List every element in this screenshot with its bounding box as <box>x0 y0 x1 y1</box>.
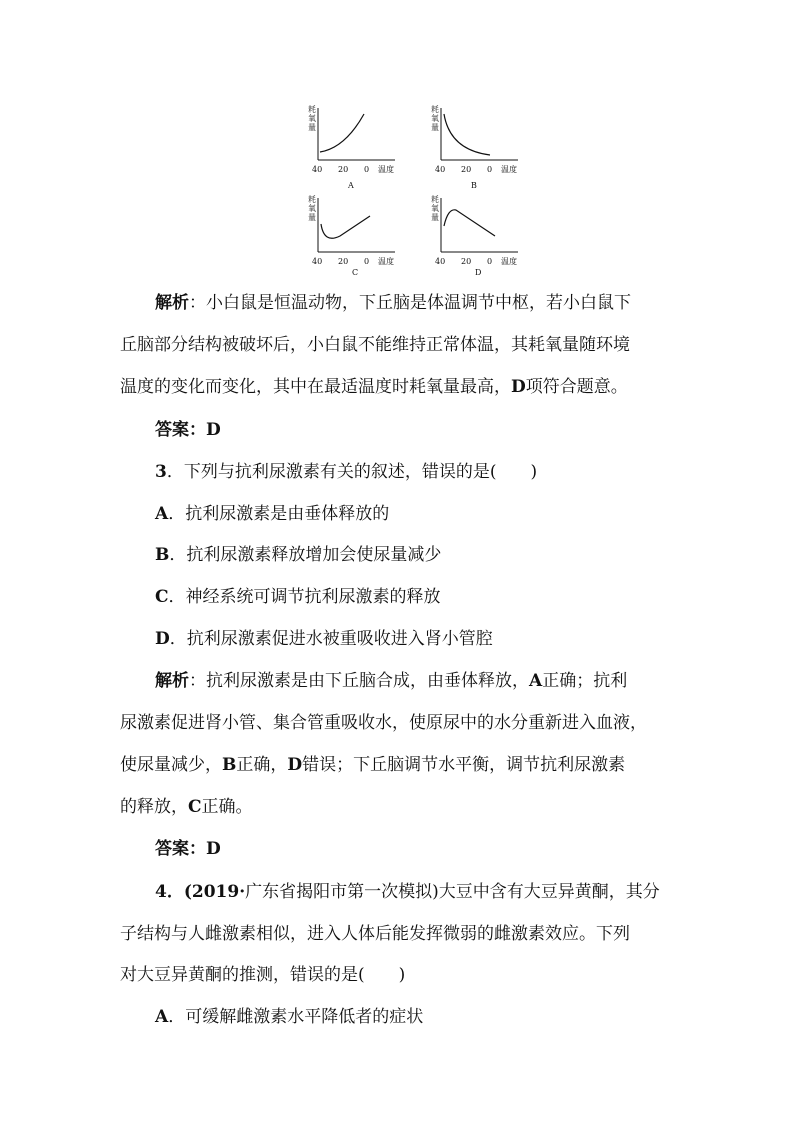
ylabel-char: 氧 <box>431 204 439 213</box>
panel-label: D <box>475 268 482 277</box>
analysis-text: ：抗利尿激素是由下丘脑合成，由垂体释放， <box>189 671 529 691</box>
question-source: ．(2019· <box>166 882 246 902</box>
ylabel-char: 量 <box>431 213 439 222</box>
option-ref: D <box>287 755 303 775</box>
question-text: 广东省揭阳市第一次模拟)大豆中含有大豆异黄酮，其分 <box>245 882 660 902</box>
x-axis-label: 温度 <box>378 257 394 266</box>
curve-d <box>444 210 495 236</box>
option-text: ．抗利尿激素促进水被重吸收进入肾小管腔 <box>169 629 493 649</box>
ylabel-char: 氧 <box>308 114 316 123</box>
analysis-text: 项符合题意。 <box>525 377 628 397</box>
panel-label: B <box>471 181 477 190</box>
option-a <box>0 1005 794 1029</box>
ylabel-char: 量 <box>308 213 316 222</box>
analysis-line-1 <box>0 291 794 315</box>
panel-label: A <box>348 181 354 190</box>
tick-label: 20 <box>461 165 472 174</box>
analysis-text: 错误；下丘脑调节水平衡，调节抗利尿激素 <box>302 755 626 775</box>
ylabel-char: 量 <box>308 123 316 132</box>
option-letter: D <box>155 629 170 649</box>
question-text: 对大豆异黄酮的推测，错误的是( ) <box>120 965 406 985</box>
analysis-prefix: 解析 <box>155 671 189 691</box>
answer-prefix: 答案： <box>155 839 206 859</box>
ylabel-char: 耗 <box>431 105 439 114</box>
tick-label: 40 <box>435 257 446 266</box>
analysis-line-3 <box>0 375 794 399</box>
analysis2-line-1 <box>0 669 794 693</box>
tick-label: 40 <box>435 165 446 174</box>
analysis2-line-2 <box>0 711 794 735</box>
analysis-text: 丘脑部分结构被破坏后，小白鼠不能维持正常体温，其耗氧量随环境 <box>120 335 630 355</box>
answer-value: D <box>206 839 221 859</box>
option-text: ．可缓解雌激素水平降低者的症状 <box>168 1007 424 1027</box>
question-4-line-2 <box>0 922 794 946</box>
option-b <box>0 543 794 567</box>
analysis-text: ：小白鼠是恒温动物，下丘脑是体温调节中枢，若小白鼠下 <box>189 293 631 313</box>
tick-label: 20 <box>338 165 349 174</box>
option-ref: A <box>529 671 543 691</box>
panel-label: C <box>352 268 359 277</box>
option-ref: D <box>511 377 526 397</box>
tick-label: 20 <box>338 257 349 266</box>
option-letter: B <box>155 545 170 565</box>
option-text: ．抗利尿激素是由垂体释放的 <box>168 504 390 524</box>
option-letter: A <box>155 1007 169 1027</box>
analysis2-line-3 <box>0 753 794 777</box>
answer-value: D <box>206 420 221 440</box>
x-axis-label: 温度 <box>378 165 394 174</box>
graph-panel-d <box>431 194 518 277</box>
ylabel-char: 耗 <box>431 195 439 204</box>
option-a <box>0 502 794 526</box>
option-d <box>0 627 794 651</box>
analysis-text: 正确， <box>236 755 288 775</box>
analysis2-line-4 <box>0 795 794 819</box>
tick-label: 0 <box>487 257 493 266</box>
question-text: ．下列与抗利尿激素有关的叙述，错误的是( ) <box>166 462 538 482</box>
analysis-text: 正确；抗利 <box>542 671 628 691</box>
analysis-text: 的释放， <box>120 797 188 817</box>
option-text: ．抗利尿激素释放增加会使尿量减少 <box>169 545 442 565</box>
analysis-text: 正确。 <box>201 797 253 817</box>
analysis-text: 尿激素促进肾小管、集合管重吸收水，使原尿中的水分重新进入血液， <box>120 713 647 733</box>
ylabel-char: 耗 <box>308 105 316 114</box>
answer-line-1 <box>0 418 794 442</box>
question-4-line-3 <box>0 963 794 987</box>
analysis-line-2 <box>0 333 794 357</box>
question-text: 子结构与人雌激素相似，进入人体后能发挥微弱的雌激素效应。下列 <box>120 924 630 944</box>
oxygen-consumption-graphs <box>300 100 540 280</box>
ylabel-char: 耗 <box>308 195 316 204</box>
graph-panel-c <box>308 194 395 277</box>
question-number: 4 <box>155 882 167 902</box>
answer-line-2 <box>0 837 794 861</box>
x-axis-label: 温度 <box>501 257 517 266</box>
question-4-line-1 <box>0 880 794 904</box>
tick-label: 0 <box>364 257 370 266</box>
tick-label: 20 <box>461 257 472 266</box>
ylabel-char: 氧 <box>308 204 316 213</box>
x-axis-label: 温度 <box>501 165 517 174</box>
tick-label: 0 <box>364 165 370 174</box>
question-number: 3 <box>155 462 167 482</box>
option-letter: C <box>155 587 169 607</box>
analysis-text: 温度的变化而变化，其中在最适温度时耗氧量最高， <box>120 377 511 397</box>
curve-c <box>321 216 370 238</box>
tick-label: 0 <box>487 165 493 174</box>
tick-label: 40 <box>312 257 323 266</box>
option-ref: B <box>222 755 237 775</box>
option-text: ．神经系统可调节抗利尿激素的释放 <box>168 587 441 607</box>
ylabel-char: 量 <box>431 123 439 132</box>
curve-a <box>320 114 364 152</box>
graph-panel-a <box>308 104 395 190</box>
tick-label: 40 <box>312 165 323 174</box>
answer-prefix: 答案： <box>155 420 206 440</box>
option-c <box>0 585 794 609</box>
ylabel-char: 氧 <box>431 114 439 123</box>
question-3-stem <box>0 460 794 484</box>
curve-b <box>444 114 490 155</box>
option-ref: C <box>188 797 202 817</box>
graph-panel-b <box>431 104 518 190</box>
analysis-text: 使尿量减少， <box>120 755 222 775</box>
option-letter: A <box>155 504 169 524</box>
analysis-prefix: 解析 <box>155 293 189 313</box>
